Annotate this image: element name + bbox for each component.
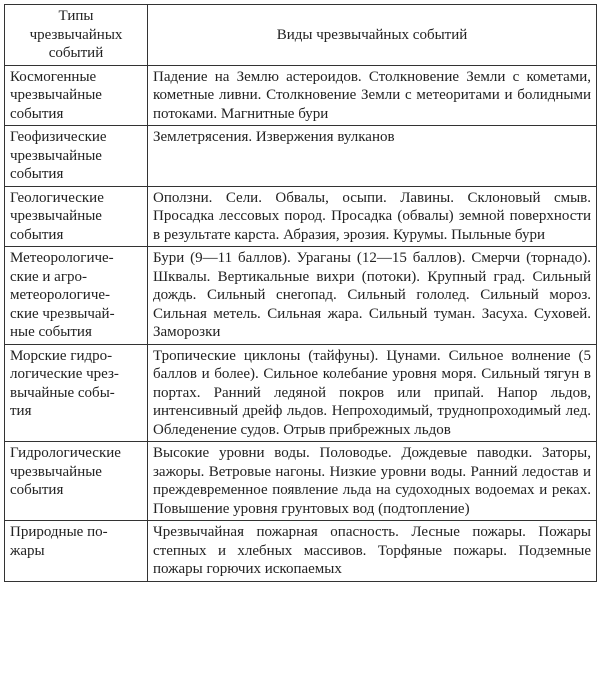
table-row (5, 65, 597, 126)
row-type-geological: Геологические чрезвычайные события (5, 186, 148, 247)
table-header-row (5, 5, 597, 66)
emergency-types-table-wrapper (4, 4, 596, 582)
table-row (5, 344, 597, 442)
header-kinds: Виды чрезвычайных событий (148, 5, 597, 66)
row-type-geophysical: Геофизические чрезвычайные события (5, 126, 148, 187)
emergency-types-table (4, 4, 597, 582)
table-row (5, 442, 597, 521)
row-kinds-marine-hydrological: Тропические циклоны (тайфуны). Цунами. Сильное волнение (5 баллов и более). Сильное колебание уровня моря. Сильный тягун в портах. Ранний ледяной покров или припай. Напор льдов, интенсивный дрейф льдов. Непроходимый, труднопроходимый лед. Обледенение судов. Отрыв прибрежных льдов (148, 344, 597, 442)
row-type-wildfires: Природные по- жары (5, 521, 148, 582)
row-kinds-wildfires: Чрезвычайная пожарная опасность. Лесные пожары. Пожары степных и хлебных массивов. Торфяные пожары. Подземные пожары горючих ископаемых (148, 521, 597, 582)
row-type-marine-hydrological: Морские гидро- логические чрез- вычайные собы- тия (5, 344, 148, 442)
header-types: Типы чрезвычайных событий (5, 5, 148, 66)
table-row (5, 126, 597, 187)
row-kinds-meteorological: Бури (9—11 баллов). Ураганы (12—15 баллов). Смерчи (торнадо). Шквалы. Вертикальные вихри (потоки). Крупный град. Сильный дождь. Сильный снегопад. Сильный гололед. Сильный мороз. Сильная метель. Сильная жара. Сильный туман. Засуха. Суховей. Заморозки (148, 247, 597, 345)
row-type-cosmogenic: Космогенные чрезвычайные события (5, 65, 148, 126)
row-kinds-hydrological: Высокие уровни воды. Половодье. Дождевые паводки. Заторы, зажоры. Ветровые нагоны. Низкие уровни воды. Ранний ледостав и преждевременное появление льда на судоходных водоемах и реках. Повышение уровня грунтовых вод (подтопление) (148, 442, 597, 521)
row-kinds-cosmogenic: Падение на Землю астероидов. Столкновение Земли с кометами, кометные ливни. Столкновение Земли с метеоритами и болидными потоками. Магнитные бури (148, 65, 597, 126)
row-kinds-geophysical: Землетрясения. Извержения вулканов (148, 126, 597, 187)
row-type-meteorological: Метеорологиче- ские и агро- метеорологиче- ские чрезвычай- ные события (5, 247, 148, 345)
table-row (5, 186, 597, 247)
row-type-hydrological: Гидрологические чрезвычайные события (5, 442, 148, 521)
row-kinds-geological: Оползни. Сели. Обвалы, осыпи. Лавины. Склоновый смыв. Просадка лессовых пород. Просадка (обвалы) земной поверхности в результате карста. Абразия, эрозия. Курумы. Пыльные бури (148, 186, 597, 247)
table-row (5, 247, 597, 345)
table-row (5, 521, 597, 582)
